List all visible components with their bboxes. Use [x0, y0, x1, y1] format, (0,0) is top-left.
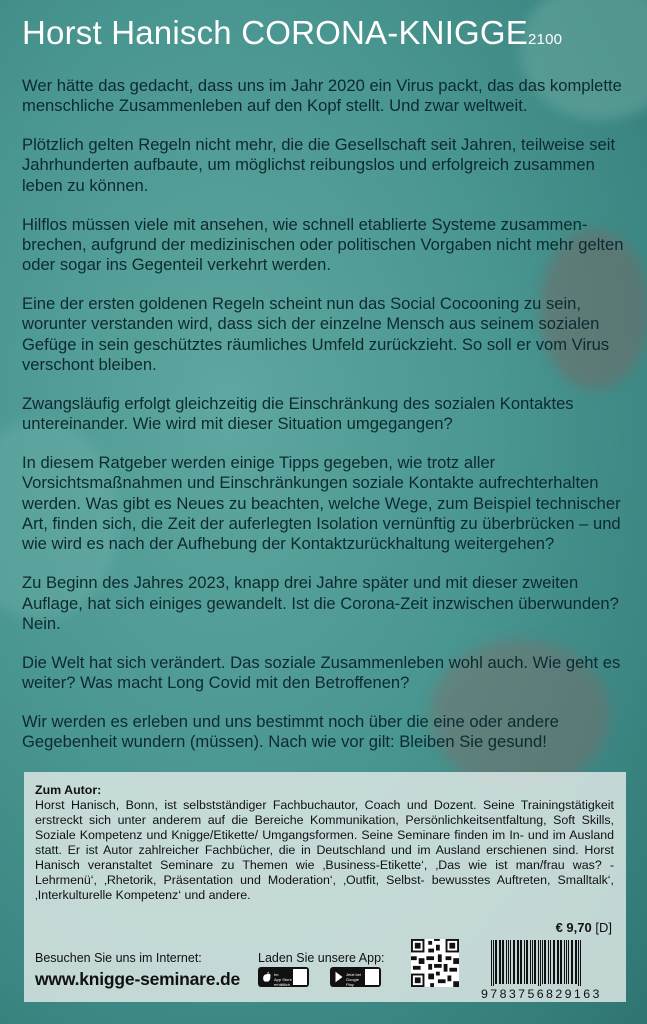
edition-number: 2100 — [528, 31, 563, 48]
badge-line: Im — [274, 972, 279, 977]
book-title — [22, 14, 562, 52]
badge-line: erhältlich — [274, 982, 291, 987]
author-bio: Horst Hanisch, Bonn, ist selbstständiger Fachbuchautor, Coach und Dozent. Seine Trainingstätigkeit erstreckt sich unter anderem auf die Bereiche Kommunikation, Persönlichkeitsentfaltung, Soft Skills, Soziale Kompetenz und Knigge/Etikette/ Umgangsformen. Seine Seminare finden im In- und im Ausland statt. Er ist Autor zahlreicher Fachbücher, die in Deutschland und im Ausland erschienen sind. Horst Hanisch veranstaltet Seminare zu Themen wie ‚Business-Etikette‘, ‚Das wie ist man/frau was? - Lehrmenü‘, ‚Rhetorik, Präsentation und Moderation‘, ‚Outfit, Selbst- bewusstes Auftreten, Smalltalk‘, ‚Interkulturelle Kompetenz‘ und andere. — [35, 798, 614, 903]
barcode-icon — [490, 940, 614, 986]
google-play-icon — [335, 971, 343, 983]
blurb-paragraph: Zwangsläufig erfolgt gleichzeitig die Einschränkung des sozialen Kontaktes untereinander. Wie wird mit dieser Situation umgegangen? — [22, 393, 574, 434]
isbn-number: 9783756829163 — [481, 988, 602, 999]
badge-line: App Store — [274, 977, 292, 982]
blurb-paragraph: Die Welt hat sich verändert. Das soziale Zusammenleben wohl auch. Wie geht es weiter? Was macht Long Covid mit den Betroffenen? — [22, 652, 621, 692]
visit-label: Besuchen Sie uns im Internet: — [35, 951, 202, 965]
blurb-paragraph: Wer hätte das gedacht, dass uns im Jahr 2020 ein Virus packt, das das komplette menschliche Zusammenleben auf den Kopf stellt. Und zwar weltweit. — [22, 76, 622, 116]
blurb-text — [22, 76, 628, 771]
title-text: CORONA-KNIGGE — [241, 14, 529, 51]
blurb-paragraph: Wir werden es erleben und uns bestimmt noch über die eine oder andere Gegebenheit wundern (müssen). Nach wie vor gilt: Bleiben Sie gesund! — [22, 711, 559, 752]
price-label — [556, 920, 612, 935]
badge-qr-icon — [293, 969, 307, 985]
website-link[interactable]: www.knigge-seminare.de — [35, 969, 241, 989]
badge-line: Jetzt bei — [346, 972, 361, 977]
price-amount: € 9,70 — [555, 920, 592, 935]
badge-line: Google — [346, 977, 359, 982]
app-label: Laden Sie unsere App: — [258, 951, 385, 965]
badge-qr-icon — [365, 969, 379, 985]
badge-line: Play — [346, 982, 354, 987]
author-info-panel — [24, 772, 626, 1002]
blurb-paragraph: Hilflos müssen viele mit ansehen, wie schnell etablierte Systeme zusammenbrechen, aufgrund der medizinischen oder politischen Vorgaben nicht mehr gelten oder sogar ins Gegenteil verkehrt werden. — [22, 214, 624, 275]
blurb-paragraph: Zu Beginn des Jahres 2023, knapp drei Jahre später und mit dieser zweiten Auflage, hat sich einiges gewandelt. Ist die Corona-Zeit inzwischen überwunden? Nein. — [22, 573, 619, 633]
blurb-paragraph: Eine der ersten goldenen Regeln scheint nun das Social Cocooning zu sein, worunter verstanden wird, dass sich der einzelne Mensch aus seinem sozialen Gefüge in sein geschütztes räumliches Umfeld zurückzieht. So soll er vom Virus verschont bleiben. — [22, 294, 610, 375]
author-name: Horst Hanisch — [22, 14, 232, 51]
blurb-paragraph: In diesem Ratgeber werden einige Tipps gegeben, wie trotz aller Vorsichtsmaßnahmen und Einschränkungen soziale Kontakte aufrechterhalten werden. Was gibt es Neues zu beachten, welche Wege, zum Beispiel technischer Art, finden sich, die Zeit der auferlegten Isolation vernünftig zu überbrücken – und wie wird es nach der Aufhebung der Kontaktzurückhaltung weitergehen? — [22, 453, 621, 554]
qr-code-icon[interactable] — [411, 939, 459, 987]
google-play-badge[interactable] — [330, 967, 381, 987]
blurb-paragraph: Plötzlich gelten Regeln nicht mehr, die die Gesellschaft seit Jahren, teilweise seit Jahrhunderten aufbaute, um möglichst reibungslos und erfolgreich zusammen leben zu können. — [22, 135, 616, 195]
author-heading: Zum Autor: — [35, 783, 102, 797]
app-store-badge[interactable] — [258, 967, 309, 987]
price-country: [D] — [595, 920, 612, 935]
apple-icon — [263, 971, 271, 983]
